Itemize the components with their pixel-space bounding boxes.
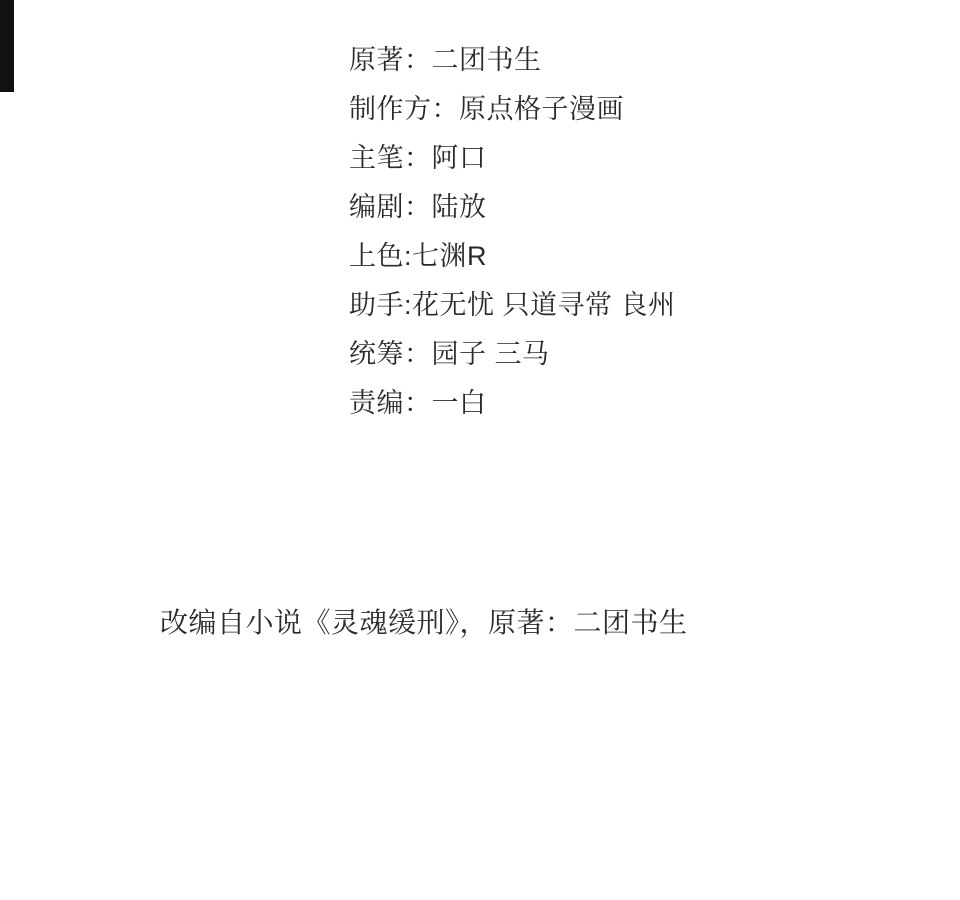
credit-line-lead-artist: 主笔：阿口 — [349, 143, 487, 173]
credit-line-producer: 制作方：原点格子漫画 — [349, 94, 624, 124]
credit-line-colorist: 上色:七渊R — [349, 241, 487, 271]
credits-list — [349, 36, 909, 428]
credit-line-coordinator: 统筹：园子 三马 — [349, 339, 550, 369]
credit-line-editor: 责编：一白 — [349, 388, 487, 418]
credit-line-original-author: 原著：二团书生 — [349, 45, 542, 75]
credit-line-screenwriter: 编剧：陆放 — [349, 192, 487, 222]
credit-line-assistants: 助手:花无忧 只道寻常 良州 — [349, 290, 676, 320]
adaptation-note: 改编自小说《灵魂缓刑》，原著：二团书生 — [160, 607, 688, 638]
decorative-black-strip — [0, 0, 14, 92]
